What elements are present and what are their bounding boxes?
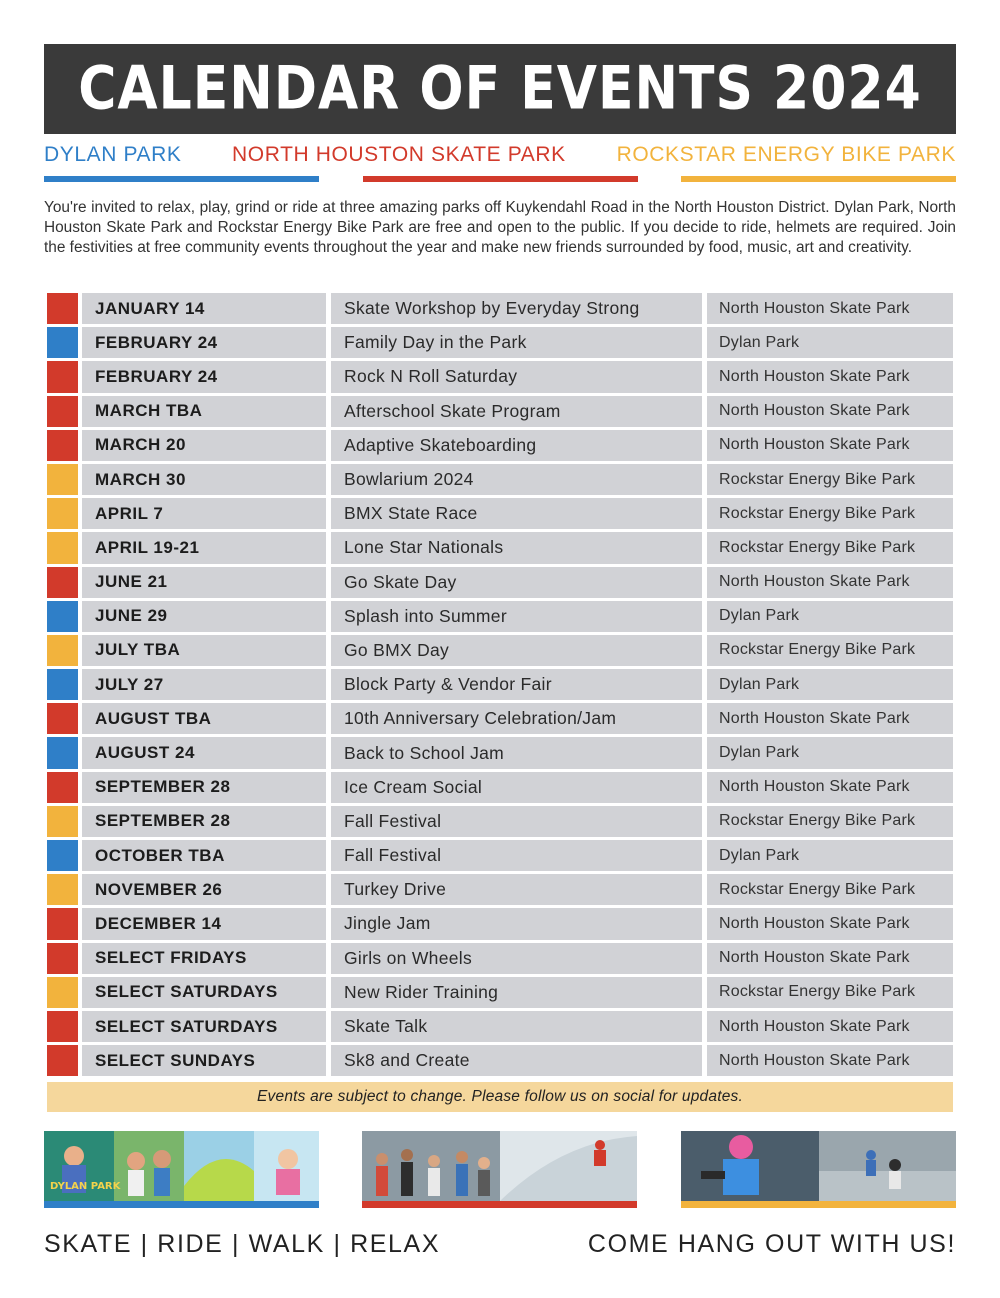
event-park: North Houston Skate Park <box>707 1045 953 1076</box>
event-date: JULY 27 <box>82 669 326 700</box>
event-name: Afterschool Skate Program <box>331 396 702 427</box>
table-row <box>47 943 953 974</box>
event-park: North Houston Skate Park <box>707 430 953 461</box>
park-color-swatch <box>47 1045 78 1076</box>
event-date: AUGUST TBA <box>82 703 326 734</box>
event-name: Jingle Jam <box>331 908 702 939</box>
event-park: Dylan Park <box>707 840 953 871</box>
event-name: Lone Star Nationals <box>331 532 702 563</box>
table-row <box>47 293 953 324</box>
event-name: Family Day in the Park <box>331 327 702 358</box>
photo-dylan-park-image <box>44 1131 319 1201</box>
event-name: Adaptive Skateboarding <box>331 430 702 461</box>
event-date: FEBRUARY 24 <box>82 361 326 392</box>
event-park: North Houston Skate Park <box>707 567 953 598</box>
event-date: FEBRUARY 24 <box>82 327 326 358</box>
events-table <box>47 293 953 1079</box>
event-name: Rock N Roll Saturday <box>331 361 702 392</box>
event-date: NOVEMBER 26 <box>82 874 326 905</box>
event-name: Girls on Wheels <box>331 943 702 974</box>
photo-bar-dylan <box>44 1201 319 1208</box>
table-row <box>47 977 953 1008</box>
table-row <box>47 806 953 837</box>
park-color-swatch <box>47 874 78 905</box>
park-color-swatch <box>47 772 78 803</box>
event-date: JANUARY 14 <box>82 293 326 324</box>
park-color-swatch <box>47 601 78 632</box>
park-legend-bar-dylan <box>44 176 319 182</box>
park-color-swatch <box>47 635 78 666</box>
event-park: Rockstar Energy Bike Park <box>707 874 953 905</box>
event-park: Dylan Park <box>707 327 953 358</box>
photo-caption: DYLAN PARK <box>50 1181 121 1192</box>
event-name: Skate Talk <box>331 1011 702 1042</box>
table-row <box>47 1045 953 1076</box>
park-legend-rockstar: ROCKSTAR ENERGY BIKE PARK <box>616 143 956 166</box>
footer-tagline: SKATE | RIDE | WALK | RELAX <box>44 1230 441 1258</box>
event-name: Go Skate Day <box>331 567 702 598</box>
table-row <box>47 498 953 529</box>
event-name: Turkey Drive <box>331 874 702 905</box>
table-row <box>47 464 953 495</box>
event-name: Fall Festival <box>331 806 702 837</box>
event-park: Dylan Park <box>707 737 953 768</box>
event-park: Dylan Park <box>707 601 953 632</box>
table-row <box>47 669 953 700</box>
event-park: North Houston Skate Park <box>707 703 953 734</box>
event-date: AUGUST 24 <box>82 737 326 768</box>
photo-bar-skate <box>362 1201 637 1208</box>
event-park: North Houston Skate Park <box>707 772 953 803</box>
event-name: New Rider Training <box>331 977 702 1008</box>
park-color-swatch <box>47 840 78 871</box>
photo-bike-park <box>681 1131 956 1201</box>
event-date: APRIL 7 <box>82 498 326 529</box>
table-row <box>47 908 953 939</box>
event-name: Splash into Summer <box>331 601 702 632</box>
event-park: North Houston Skate Park <box>707 293 953 324</box>
event-date: OCTOBER TBA <box>82 840 326 871</box>
event-name: 10th Anniversary Celebration/Jam <box>331 703 702 734</box>
page-title: CALENDAR OF EVENTS 2024 <box>78 54 922 124</box>
table-row <box>47 1011 953 1042</box>
event-date: JUNE 29 <box>82 601 326 632</box>
park-color-swatch <box>47 943 78 974</box>
event-date: SEPTEMBER 28 <box>82 772 326 803</box>
park-color-swatch <box>47 977 78 1008</box>
table-row <box>47 396 953 427</box>
event-date: SEPTEMBER 28 <box>82 806 326 837</box>
event-park: North Houston Skate Park <box>707 1011 953 1042</box>
table-row <box>47 327 953 358</box>
photo-bar-bike <box>681 1201 956 1208</box>
event-name: Block Party & Vendor Fair <box>331 669 702 700</box>
park-legend <box>44 143 956 183</box>
event-name: Back to School Jam <box>331 737 702 768</box>
park-color-swatch <box>47 293 78 324</box>
event-date: SELECT SATURDAYS <box>82 977 326 1008</box>
event-name: Ice Cream Social <box>331 772 702 803</box>
event-name: Bowlarium 2024 <box>331 464 702 495</box>
park-color-swatch <box>47 703 78 734</box>
event-date: JULY TBA <box>82 635 326 666</box>
event-park: North Houston Skate Park <box>707 943 953 974</box>
park-color-swatch <box>47 327 78 358</box>
park-color-swatch <box>47 908 78 939</box>
park-color-swatch <box>47 737 78 768</box>
park-legend-bar-rockstar <box>681 176 956 182</box>
event-park: Dylan Park <box>707 669 953 700</box>
event-date: MARCH 20 <box>82 430 326 461</box>
event-park: Rockstar Energy Bike Park <box>707 464 953 495</box>
event-park: North Houston Skate Park <box>707 396 953 427</box>
table-row <box>47 430 953 461</box>
park-color-swatch <box>47 669 78 700</box>
event-date: SELECT SATURDAYS <box>82 1011 326 1042</box>
table-row <box>47 567 953 598</box>
event-park: Rockstar Energy Bike Park <box>707 498 953 529</box>
table-row <box>47 737 953 768</box>
table-row <box>47 361 953 392</box>
table-row <box>47 772 953 803</box>
event-park: North Houston Skate Park <box>707 361 953 392</box>
photo-dylan-park <box>44 1131 319 1201</box>
event-date: MARCH TBA <box>82 396 326 427</box>
photo-skate-park-image <box>362 1131 637 1201</box>
event-park: Rockstar Energy Bike Park <box>707 532 953 563</box>
event-name: Go BMX Day <box>331 635 702 666</box>
event-park: Rockstar Energy Bike Park <box>707 806 953 837</box>
event-date: APRIL 19-21 <box>82 532 326 563</box>
park-color-swatch <box>47 1011 78 1042</box>
park-color-swatch <box>47 396 78 427</box>
notice-banner: Events are subject to change. Please follow us on social for updates. <box>47 1082 953 1112</box>
event-date: JUNE 21 <box>82 567 326 598</box>
title-banner <box>44 44 956 134</box>
event-date: DECEMBER 14 <box>82 908 326 939</box>
event-date: SELECT FRIDAYS <box>82 943 326 974</box>
event-date: MARCH 30 <box>82 464 326 495</box>
event-date: SELECT SUNDAYS <box>82 1045 326 1076</box>
park-color-swatch <box>47 430 78 461</box>
table-row <box>47 635 953 666</box>
intro-paragraph: You're invited to relax, play, grind or ride at three amazing parks off Kuykendahl Road in the North Houston District. Dylan Park, North Houston Skate Park and Rockstar Energy Bike Park are free and open to the public. If you decide to ride, helmets are required. Join the festivities at free community events throughout the year and make new friends surrounded by food, music, art and creativity. <box>44 199 956 256</box>
table-row <box>47 874 953 905</box>
table-row <box>47 840 953 871</box>
event-park: North Houston Skate Park <box>707 908 953 939</box>
event-name: BMX State Race <box>331 498 702 529</box>
event-name: Sk8 and Create <box>331 1045 702 1076</box>
park-color-swatch <box>47 567 78 598</box>
table-row <box>47 532 953 563</box>
park-legend-north-houston: NORTH HOUSTON SKATE PARK <box>232 143 566 166</box>
footer-callout: COME HANG OUT WITH US! <box>587 1230 956 1258</box>
park-legend-dylan: DYLAN PARK <box>44 143 182 166</box>
park-color-swatch <box>47 806 78 837</box>
table-row <box>47 703 953 734</box>
park-color-swatch <box>47 464 78 495</box>
park-color-swatch <box>47 498 78 529</box>
table-row <box>47 601 953 632</box>
event-name: Fall Festival <box>331 840 702 871</box>
event-park: Rockstar Energy Bike Park <box>707 635 953 666</box>
photo-bike-park-image <box>681 1131 956 1201</box>
park-color-swatch <box>47 532 78 563</box>
photo-skate-park <box>362 1131 637 1201</box>
park-color-swatch <box>47 361 78 392</box>
park-legend-bar-north-houston <box>363 176 638 182</box>
event-park: Rockstar Energy Bike Park <box>707 977 953 1008</box>
event-name: Skate Workshop by Everyday Strong <box>331 293 702 324</box>
